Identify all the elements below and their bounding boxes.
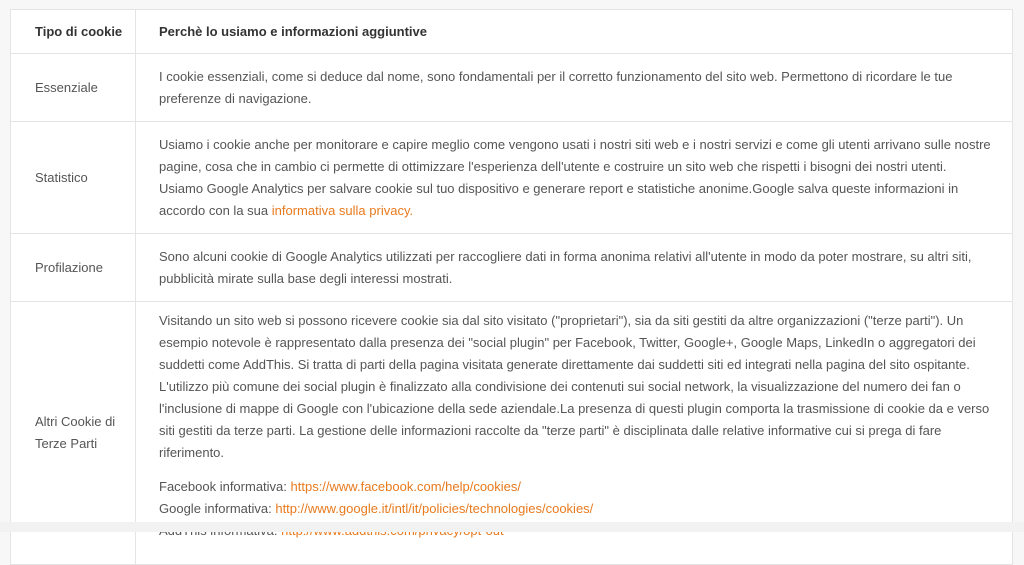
table-row (11, 234, 1013, 302)
table-row (11, 122, 1013, 234)
privacy-policy-link[interactable]: informativa sulla privacy. (271, 202, 414, 218)
description-text: Visitando un sito web si possono ricevere cookie sia dal sito visitato ("proprietari"), sia da siti gestiti da altre organizzazioni ("terze parti"). Un esempio notevole è rappresentato dalla presenza dei "social plugin" per Facebook, Twitter, Google+, Google Maps, LinkedIn o aggregatori dei suddetti come AddThis. Si tratta di parti della pagina visitata generate direttamente dai suddetti siti ed integrati nella pagina del sito ospitante. L'utilizzo più comune dei social plugin è finalizzato alla condivisione dei contenuti sui social network, la visualizzazione del numero dei fan o l'inclusione di mappe di Google con l'ubicazione della sede aziendale.La presenza di questi plugin comporta la trasmissione di cookie da e verso siti gestiti da terze parti. La gestione delle informazioni raccolte da "terze parti" è disciplinata dalle relative informative cui si prega di fare riferimento. (159, 313, 990, 460)
column-header-type: Tipo di cookie (11, 10, 136, 54)
column-header-purpose: Perchè lo usiamo e informazioni aggiuntive (136, 10, 1013, 54)
cookie-table-container (10, 9, 1012, 565)
cookie-type-cell: Statistico (11, 122, 136, 234)
description-text: Usiamo i cookie anche per monitorare e capire meglio come vengono usati i nostri siti web e i nostri servizi e come gli utenti arrivano sulle nostre pagine, cosa che in cambio ci permette di ottimizzare l'esperienza dell'utente e costruire un sito web che rispetti i bisogni dei nostri utenti. Usiamo Google Analytics per salvare cookie sul tuo dispositivo e generare report e statistiche anonime.Google salva queste informazioni in accordo con la sua (159, 136, 991, 218)
cookie-description-cell: Sono alcuni cookie di Google Analytics utilizzati per raccogliere dati in forma anonima relativi all'utente in modo da poter mostrare, su altri siti, pubblicità mirate sulla base degli interessi mostrati. (136, 234, 1013, 302)
facebook-informativa-label: Facebook informativa: (159, 479, 291, 494)
cookie-type-cell: Profilazione (11, 234, 136, 302)
cookie-type-cell: Altri Cookie di Terze Parti (11, 302, 136, 565)
cookie-table (10, 9, 1013, 565)
facebook-cookies-link[interactable]: https://www.facebook.com/help/cookies/ (290, 479, 522, 494)
table-row (11, 54, 1013, 122)
informative-links (159, 476, 992, 542)
cookie-type-cell: Essenziale (11, 54, 136, 122)
google-cookies-link[interactable]: http://www.google.it/intl/it/policies/technologies/cookies/ (275, 501, 594, 516)
google-informativa-label: Google informativa: (159, 501, 276, 516)
page-footer-strip (0, 522, 1024, 532)
cookie-description-cell: I cookie essenziali, come si deduce dal nome, sono fondamentali per il corretto funzionamento del sito web. Permettono di ricordare le tue preferenze di navigazione. (136, 54, 1013, 122)
table-header-row (11, 10, 1013, 54)
cookie-description-cell (136, 122, 1013, 234)
